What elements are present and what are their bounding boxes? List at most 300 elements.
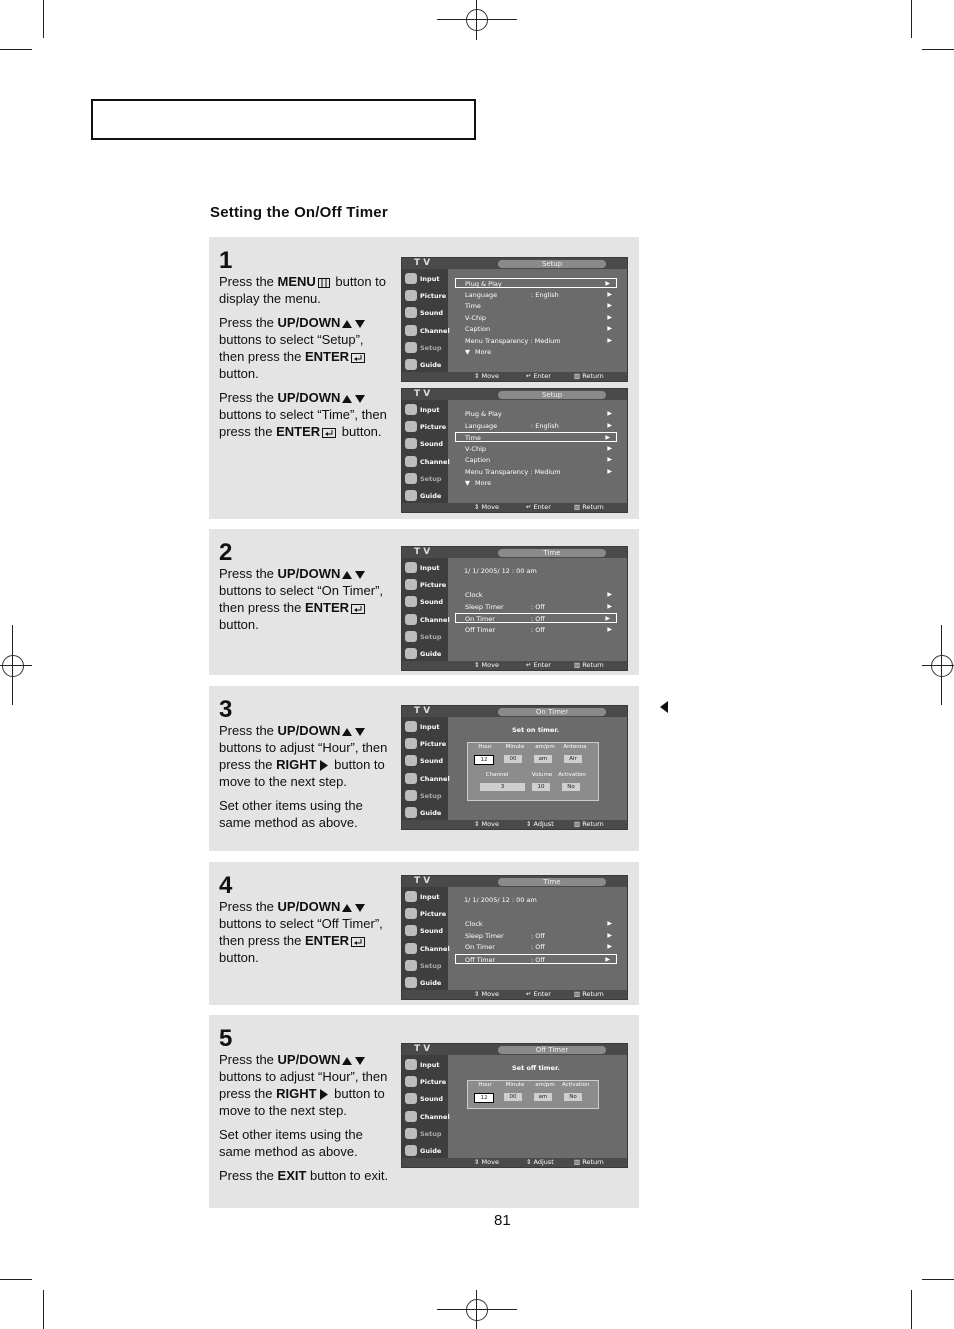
osd-timer-field: Air [564, 755, 582, 763]
right-arrow-icon: ▶ [607, 943, 612, 950]
osd-row-value: : Off [531, 931, 545, 940]
step-number: 2 [219, 539, 233, 566]
step-paragraph [219, 314, 389, 382]
osd-datetime: 1/ 1/ 2005/ 12 : 00 am [464, 896, 537, 904]
input-icon [405, 721, 417, 732]
osd-menu-row [455, 613, 617, 623]
channel-icon [405, 325, 417, 336]
osd-footer-enter: ↵ Enter [526, 372, 551, 380]
osd-row-label: Menu Transparency : Medium [465, 467, 561, 476]
step-paragraph [219, 898, 389, 966]
osd-footer-enter: ↵ Enter [526, 661, 551, 669]
osd-tv-label: T V [414, 876, 431, 886]
osd-menu-row [456, 590, 618, 600]
osd-row-value: : Off [531, 602, 545, 611]
osd-menu-row [456, 421, 618, 431]
guide-icon [405, 977, 417, 988]
down-arrow-icon: ▼ [465, 348, 470, 356]
tv-osd-setup [401, 388, 628, 513]
osd-sidebar-item-setup [404, 1126, 446, 1141]
osd-menu-title: On Timer [498, 708, 606, 716]
sound-icon [405, 307, 417, 318]
osd-sidebar-label: Channel [420, 326, 450, 335]
step-paragraph [219, 565, 389, 633]
setup-icon [405, 631, 417, 642]
sound-icon [405, 925, 417, 936]
osd-footer-enter: ↵ Enter [526, 503, 551, 511]
osd-timer-header: Hour [478, 744, 492, 750]
osd-row-label: Sleep Timer [465, 931, 504, 940]
osd-footer-move: ⇕ Move [474, 820, 499, 828]
osd-sidebar [402, 269, 448, 372]
tv-osd-off-timer [401, 1043, 628, 1168]
osd-row-value: : Off [531, 615, 545, 623]
crop-mark [43, 1290, 44, 1329]
picture-icon [405, 908, 417, 919]
osd-timer-field: 00 [504, 755, 522, 763]
osd-footer [402, 990, 627, 999]
channel-icon [405, 456, 417, 467]
enter-icon [351, 937, 365, 947]
up-down-arrows-icon [342, 394, 366, 404]
osd-sidebar-label: Picture [420, 423, 447, 432]
osd-sidebar-item-picture [404, 419, 446, 434]
osd-row-label: On Timer [465, 943, 495, 951]
osd-footer [402, 372, 627, 381]
osd-footer [402, 1158, 627, 1167]
osd-sidebar-item-channel [404, 771, 450, 786]
osd-sidebar-item-setup [404, 471, 446, 486]
step-number: 3 [219, 696, 233, 723]
enter-icon [322, 428, 336, 438]
picture-icon [405, 290, 417, 301]
menu-icon [318, 278, 330, 288]
osd-datetime: 1/ 1/ 2005/ 12 : 00 am [464, 567, 537, 575]
osd-sidebar-item-setup [404, 788, 446, 803]
enter-icon [351, 353, 365, 363]
step-text [219, 273, 389, 447]
osd-menu-row [456, 942, 618, 952]
osd-timer-field: am [534, 755, 552, 763]
osd-sidebar-item-picture [404, 906, 446, 921]
osd-more-row [456, 478, 618, 488]
step-paragraph [219, 389, 389, 440]
osd-sidebar-item-input [404, 402, 446, 417]
osd-footer [402, 820, 627, 829]
osd-sidebar-label: Guide [420, 809, 442, 817]
text-run: button to display the menu. [219, 274, 387, 306]
osd-timer-field: 3 [480, 783, 525, 791]
osd-footer-adjust: ⇕ Adjust [526, 1158, 554, 1166]
osd-menu-row [456, 409, 618, 419]
right-arrow-icon: ▶ [607, 290, 612, 298]
right-arrow-icon: ▶ [607, 467, 612, 475]
osd-sidebar-item-input [404, 889, 446, 904]
page-number: 81 [494, 1212, 511, 1229]
osd-menu-title: Time [498, 549, 606, 557]
text-run: buttons to select “Off Timer”, then press the [219, 916, 383, 948]
osd-menu-row [456, 324, 618, 334]
osd-sidebar-label: Guide [420, 492, 442, 500]
setup-icon [405, 1128, 417, 1139]
step-text [219, 722, 389, 838]
right-arrow-icon: ▶ [607, 410, 612, 417]
down-arrow-icon: ▼ [465, 479, 470, 487]
osd-sidebar-item-guide [404, 805, 446, 820]
right-arrow-icon: ▶ [607, 313, 612, 321]
osd-sidebar-item-setup [404, 340, 446, 355]
button-name: RIGHT [276, 1086, 317, 1101]
osd-menu-row [456, 467, 618, 477]
channel-icon [405, 614, 417, 625]
text-run: buttons to adjust “Hour”, then press the [219, 740, 388, 772]
crop-mark [43, 0, 44, 38]
picture-icon [405, 579, 417, 590]
right-arrow-icon: ▶ [605, 955, 610, 963]
text-run: Press the [219, 1052, 278, 1067]
step-text [219, 1051, 389, 1191]
osd-timer-header: am/pm [535, 1082, 555, 1088]
step-2 [209, 529, 639, 675]
button-name: UP/DOWN [277, 1052, 341, 1067]
text-run: button. [219, 617, 259, 632]
osd-sidebar-label: Setup [420, 1129, 442, 1138]
tv-osd-time [401, 875, 628, 1000]
osd-sidebar-label: Input [420, 275, 440, 283]
osd-sidebar-label: Sound [420, 927, 444, 936]
osd-sidebar-label: Guide [420, 361, 442, 369]
osd-sidebar [402, 717, 448, 820]
button-name: ENTER [276, 424, 321, 439]
osd-sidebar-label: Guide [420, 979, 442, 987]
osd-sidebar-item-picture [404, 736, 446, 751]
step-number: 1 [219, 247, 233, 274]
up-down-arrows-icon [342, 1056, 366, 1066]
osd-sidebar-item-channel [404, 323, 450, 338]
step-paragraph [219, 1051, 389, 1119]
osd-sidebar-item-sound [404, 1091, 446, 1106]
input-icon [405, 404, 417, 415]
osd-sidebar-label: Sound [420, 598, 444, 607]
osd-sidebar-item-picture [404, 288, 446, 303]
osd-timer-header: Antenna [563, 744, 587, 750]
osd-footer [402, 503, 627, 512]
osd-timer-field: 12 [474, 1093, 494, 1103]
osd-tv-label: T V [414, 258, 431, 268]
osd-sidebar-item-guide [404, 357, 446, 372]
osd-timer-header: Activation [558, 772, 586, 778]
registration-mark-icon [2, 655, 24, 677]
osd-more-row [456, 347, 618, 357]
osd-footer-return: ▥ Return [574, 661, 604, 669]
osd-title-bar [402, 547, 627, 558]
crop-mark [0, 1279, 32, 1280]
step-text [219, 565, 389, 640]
osd-sidebar-label: Channel [420, 944, 450, 953]
osd-timer-field: No [562, 783, 580, 791]
osd-sidebar-item-sound [404, 436, 446, 451]
osd-menu-row [456, 919, 618, 929]
button-name: UP/DOWN [277, 723, 341, 738]
text-run: buttons to select “Time”, then press the [219, 407, 387, 439]
osd-sidebar-label: Guide [420, 650, 442, 658]
picture-icon [405, 738, 417, 749]
right-arrow-icon: ▶ [607, 625, 612, 633]
right-arrow-icon: ▶ [607, 931, 612, 939]
crop-mark [437, 1309, 517, 1310]
step-paragraph [219, 1167, 389, 1184]
osd-sidebar-label: Input [420, 723, 440, 731]
osd-sidebar-item-channel [404, 454, 450, 469]
osd-row-value: : Off [531, 955, 545, 964]
osd-footer-move: ⇕ Move [474, 1158, 499, 1166]
right-arrow-icon: ▶ [607, 920, 612, 927]
osd-title-bar [402, 389, 627, 400]
osd-row-label: Time [465, 434, 481, 442]
osd-timer-header: Minute [505, 1082, 525, 1088]
osd-row-label: V-Chip [465, 313, 487, 322]
osd-sidebar-item-sound [404, 594, 446, 609]
osd-row-label: Clock [465, 591, 483, 599]
osd-row-label: Off Timer [465, 955, 496, 964]
tv-osd-on-timer [401, 705, 628, 830]
text-run: buttons to select “On Timer”, then press the [219, 583, 384, 615]
sound-icon [405, 596, 417, 607]
button-name: MENU [277, 274, 316, 289]
osd-sidebar-label: Picture [420, 1078, 447, 1087]
osd-footer [402, 661, 627, 670]
crop-mark [911, 1290, 912, 1329]
osd-footer-return: ▥ Return [574, 372, 604, 380]
button-name: UP/DOWN [277, 390, 341, 405]
right-arrow-icon: ▶ [607, 602, 612, 610]
osd-row-label: Time [465, 302, 481, 310]
guide-icon [405, 359, 417, 370]
osd-row-label: Plug & Play [465, 410, 502, 418]
text-run: Press the [219, 566, 278, 581]
osd-menu-title: Off Timer [498, 1046, 606, 1054]
step-paragraph [219, 1126, 389, 1160]
sound-icon [405, 438, 417, 449]
osd-timer-header: am/pm [535, 744, 555, 750]
tv-osd-time [401, 546, 628, 671]
sound-icon [405, 755, 417, 766]
step-3 [209, 686, 639, 851]
osd-timer-field: 10 [532, 783, 550, 791]
up-down-arrows-icon [342, 319, 366, 329]
osd-footer-move: ⇕ Move [474, 661, 499, 669]
osd-sidebar-label: Sound [420, 757, 444, 766]
crop-mark [476, 0, 477, 40]
osd-sidebar-label: Picture [420, 292, 447, 301]
button-name: UP/DOWN [277, 566, 341, 581]
osd-sidebar [402, 1055, 448, 1158]
step-number: 4 [219, 872, 233, 899]
guide-icon [405, 807, 417, 818]
osd-title-bar [402, 706, 627, 717]
step-4 [209, 862, 639, 1005]
osd-footer-return: ▥ Return [574, 1158, 604, 1166]
osd-menu-row [456, 455, 618, 465]
button-name: RIGHT [276, 757, 317, 772]
osd-timer-field: am [534, 1093, 552, 1101]
osd-tv-label: T V [414, 1044, 431, 1054]
osd-row-label: On Timer [465, 615, 495, 623]
osd-sidebar-label: Picture [420, 910, 447, 919]
osd-menu-title: Setup [498, 260, 606, 268]
setup-icon [405, 790, 417, 801]
right-arrow-icon: ▶ [607, 421, 612, 429]
osd-footer-enter: ↵ Enter [526, 990, 551, 998]
right-arrow-icon: ▶ [607, 591, 612, 598]
osd-sidebar-item-setup [404, 958, 446, 973]
osd-sidebar-label: Input [420, 564, 440, 572]
osd-timer-caption: Set off timer. [512, 1064, 560, 1072]
osd-footer-adjust: ⇕ Adjust [526, 820, 554, 828]
osd-row-label: V-Chip [465, 444, 487, 453]
button-name: UP/DOWN [277, 899, 341, 914]
osd-title-bar [402, 1044, 627, 1055]
guide-icon [405, 1145, 417, 1156]
right-arrow-icon: ▶ [607, 325, 612, 332]
osd-footer-move: ⇕ Move [474, 990, 499, 998]
channel-icon [405, 1111, 417, 1122]
input-icon [405, 273, 417, 284]
input-icon [405, 1059, 417, 1070]
right-arrow-icon: ▶ [607, 336, 612, 344]
osd-sidebar-label: Setup [420, 961, 442, 970]
osd-menu-row [456, 602, 618, 612]
input-icon [405, 562, 417, 573]
step-paragraph [219, 722, 389, 790]
osd-sidebar-label: Input [420, 406, 440, 414]
osd-sidebar-item-picture [404, 1074, 446, 1089]
channel-icon [405, 773, 417, 784]
osd-sidebar-item-setup [404, 629, 446, 644]
osd-tv-label: T V [414, 706, 431, 716]
button-name: ENTER [305, 600, 350, 615]
text-run: buttons to adjust “Hour”, then press the [219, 1069, 388, 1101]
osd-sidebar-item-sound [404, 305, 446, 320]
osd-menu-row [455, 278, 617, 288]
osd-sidebar-label: Sound [420, 440, 444, 449]
osd-menu-row [456, 290, 618, 300]
right-arrow-icon [319, 1089, 329, 1100]
text-run: Press the [219, 315, 278, 330]
osd-sidebar [402, 558, 448, 661]
osd-sidebar [402, 887, 448, 990]
osd-sidebar-item-guide [404, 488, 446, 503]
osd-sidebar-label: Input [420, 1061, 440, 1069]
osd-timer-header: Minute [505, 744, 525, 750]
picture-icon [405, 1076, 417, 1087]
text-run: button to move to the next step. [219, 1086, 385, 1118]
osd-sidebar-label: Picture [420, 740, 447, 749]
text-run: button. [338, 424, 382, 439]
osd-footer-return: ▥ Return [574, 820, 604, 828]
osd-sidebar-item-input [404, 719, 446, 734]
osd-row-label: Language [465, 290, 498, 299]
crop-mark [911, 0, 912, 38]
osd-sidebar-item-sound [404, 923, 446, 938]
button-name: ENTER [305, 933, 350, 948]
osd-sidebar-label: Channel [420, 1112, 450, 1121]
osd-row-value: : English [531, 421, 559, 430]
text-run: button to exit. [306, 1168, 389, 1183]
osd-sidebar-item-picture [404, 577, 446, 592]
osd-sidebar-label: Channel [420, 457, 450, 466]
step-paragraph [219, 797, 389, 831]
osd-sidebar-label: Sound [420, 309, 444, 318]
osd-timer-field: 12 [474, 755, 494, 765]
up-down-arrows-icon [342, 903, 366, 913]
registration-mark-icon [466, 1299, 488, 1321]
up-down-arrows-icon [342, 570, 366, 580]
right-arrow-icon: ▶ [607, 302, 612, 309]
crop-mark [0, 49, 32, 50]
osd-more-label: More [475, 479, 492, 487]
osd-sidebar-label: Setup [420, 343, 442, 352]
text-run: buttons to select “Setup”, then press the [219, 332, 364, 364]
text-run: Press the [219, 723, 278, 738]
right-arrow-icon: ▶ [607, 456, 612, 463]
crop-mark [437, 19, 517, 20]
osd-timer-header: Hour [478, 1082, 492, 1088]
step-text [219, 898, 389, 973]
osd-more-label: More [475, 348, 492, 356]
osd-menu-row [456, 625, 618, 635]
registration-mark-icon [466, 9, 488, 31]
channel-icon [405, 943, 417, 954]
osd-footer-move: ⇕ Move [474, 372, 499, 380]
osd-menu-title: Setup [498, 391, 606, 399]
osd-row-label: Plug & Play [465, 280, 502, 288]
osd-menu-row [456, 313, 618, 323]
osd-sidebar-label: Input [420, 893, 440, 901]
osd-sidebar-label: Channel [420, 774, 450, 783]
osd-timer-field: No [564, 1093, 582, 1101]
osd-row-value: : English [531, 290, 559, 299]
osd-row-value: : Off [531, 943, 545, 951]
step-paragraph [219, 273, 389, 307]
osd-tv-label: T V [414, 547, 431, 557]
text-run: button to move to the next step. [219, 757, 385, 789]
osd-row-label: Off Timer [465, 625, 496, 634]
osd-timer-header: Activation [562, 1082, 590, 1088]
button-name: EXIT [277, 1168, 307, 1183]
button-name: ENTER [305, 349, 350, 364]
right-arrow-icon: ▶ [605, 615, 610, 622]
guide-icon [405, 490, 417, 501]
osd-sidebar-item-channel [404, 941, 450, 956]
osd-menu-row [455, 954, 617, 964]
osd-title-bar [402, 876, 627, 887]
osd-sidebar-label: Setup [420, 474, 442, 483]
button-name: UP/DOWN [277, 315, 341, 330]
osd-tv-label: T V [414, 389, 431, 399]
osd-timer-caption: Set on timer. [512, 726, 560, 734]
osd-menu-row [455, 432, 617, 442]
crop-mark [476, 1290, 477, 1329]
osd-timer-field: 00 [504, 1093, 522, 1101]
osd-sidebar-item-sound [404, 753, 446, 768]
crop-mark [922, 1279, 954, 1280]
right-arrow-icon: ▶ [605, 280, 610, 287]
text-run: Press the [219, 1168, 278, 1183]
osd-sidebar-item-guide [404, 646, 446, 661]
setup-icon [405, 960, 417, 971]
left-arrow-icon [660, 701, 668, 713]
